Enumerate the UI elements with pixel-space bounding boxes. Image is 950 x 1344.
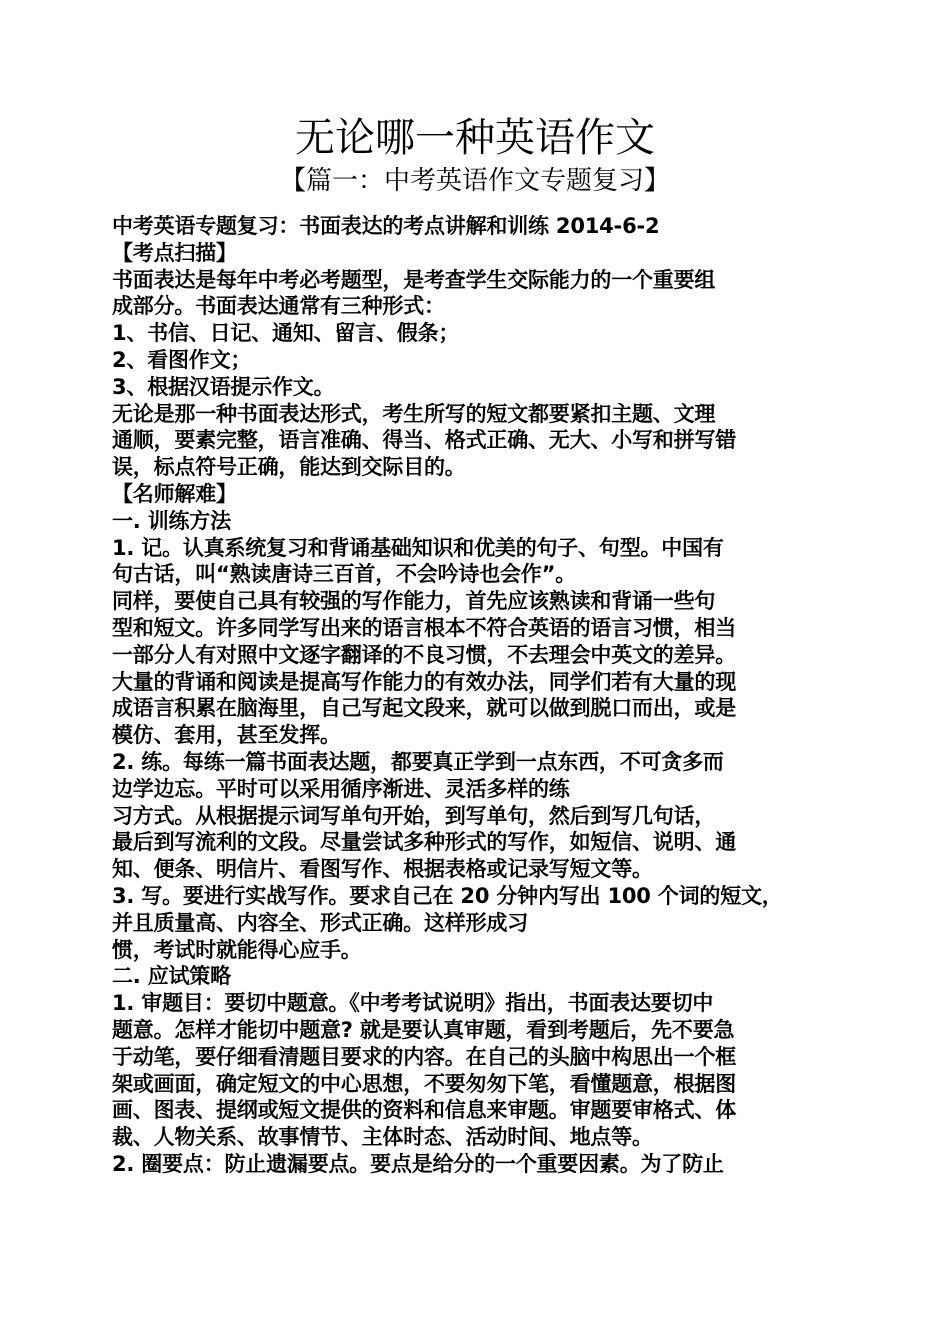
text-line: 通顺，要素完整，语言准确、得当、格式正确、无大、小写和拼写错: [112, 428, 736, 453]
text-line: 1、书信、日记、通知、留言、假条；: [112, 321, 460, 346]
text-line: 1. 记。认真系统复习和背诵基础知识和优美的句子、句型。中国有: [112, 535, 724, 560]
text-line: 句古话，叫“熟读唐诗三百首，不会吟诗也会作”。: [112, 562, 577, 587]
text-line: 型和短文。许多同学写出来的语言根本不符合英语的语言习惯，相当: [112, 615, 736, 640]
text-line: 成部分。书面表达通常有三种形式：: [112, 294, 445, 319]
text-line: 一. 训练方法: [112, 508, 231, 533]
text-line: 画、图表、提纲或短文提供的资料和信息来审题。审题要审格式、体: [112, 1098, 736, 1123]
text-line: 题意。怎样才能切中题意? 就是要认真审题，看到考题后，先不要急: [112, 1017, 735, 1042]
text-line: 1. 审题目：要切中题意。《中考考试说明》指出，书面表达要切中: [112, 991, 714, 1016]
text-line: 无论是那一种书面表达形式，考生所写的短文都要紧扣主题、文理: [112, 401, 716, 426]
text-line: 2、看图作文；: [112, 347, 252, 372]
text-line: 大量的背诵和阅读是提高写作能力的有效办法，同学们若有大量的现: [112, 669, 736, 694]
text-line: 裁、人物关系、故事情节、主体时态、活动时间、地点等。: [112, 1125, 653, 1150]
text-line: 于动笔，要仔细看清题目要求的内容。在自己的头脑中构思出一个框: [112, 1044, 736, 1069]
text-line: 2. 圈要点：防止遗漏要点。要点是给分的一个重要因素。为了防止: [112, 1151, 724, 1176]
text-line: 架或画面，确定短文的中心思想，不要匆匆下笔，看懂题意，根据图: [112, 1071, 736, 1096]
text-line: 并且质量高、内容全、形式正确。这样形成习: [112, 910, 528, 935]
text-line: 模仿、套用，甚至发挥。: [112, 723, 341, 748]
text-line: 同样，要使自己具有较强的写作能力，首先应该熟读和背诵一些句: [112, 589, 716, 614]
text-line: 【考点扫描】: [112, 240, 237, 265]
text-line: 【名师解难】: [112, 481, 237, 506]
text-line: 书面表达是每年中考必考题型，是考查学生交际能力的一个重要组: [112, 267, 716, 292]
text-line: 知、便条、明信片、看图写作、根据表格或记录写短文等。: [112, 857, 653, 882]
text-line: 一部分人有对照中文逐字翻译的不良习惯，不去理会中英文的差异。: [112, 642, 736, 667]
text-line: 边学边忘。平时可以采用循序渐进、灵活多样的练: [112, 776, 570, 801]
text-line: 惯，考试时就能得心应手。: [112, 937, 362, 962]
text-line: 成语言积累在脑海里，自己写起文段来，就可以做到脱口而出，或是: [112, 696, 736, 721]
text-line: 2. 练。每练一篇书面表达题，都要真正学到一点东西，不可贪多而: [112, 749, 724, 774]
text-line: 误，标点符号正确，能达到交际目的。: [112, 455, 466, 480]
text-line: 二. 应试策略: [112, 964, 231, 989]
text-line: 3、根据汉语提示作文。: [112, 374, 335, 399]
text-line: 3. 写。要进行实战写作。要求自己在 20 分钟内写出 100 个词的短文，: [112, 883, 783, 908]
text-line: 中考英语专题复习：书面表达的考点讲解和训练 2014-6-2: [112, 214, 660, 238]
text-line: 习方式。从根据提示词写单句开始，到写单句，然后到写几句话，: [112, 803, 716, 828]
text-line: 最后到写流利的文段。尽量尝试多种形式的写作，如短信、说明、通: [112, 830, 736, 855]
document-body: [112, 213, 902, 1178]
document-subtitle: 【篇一：中考英语作文专题复习】: [279, 166, 670, 196]
document-title: 无论哪一种英语作文: [295, 115, 655, 161]
